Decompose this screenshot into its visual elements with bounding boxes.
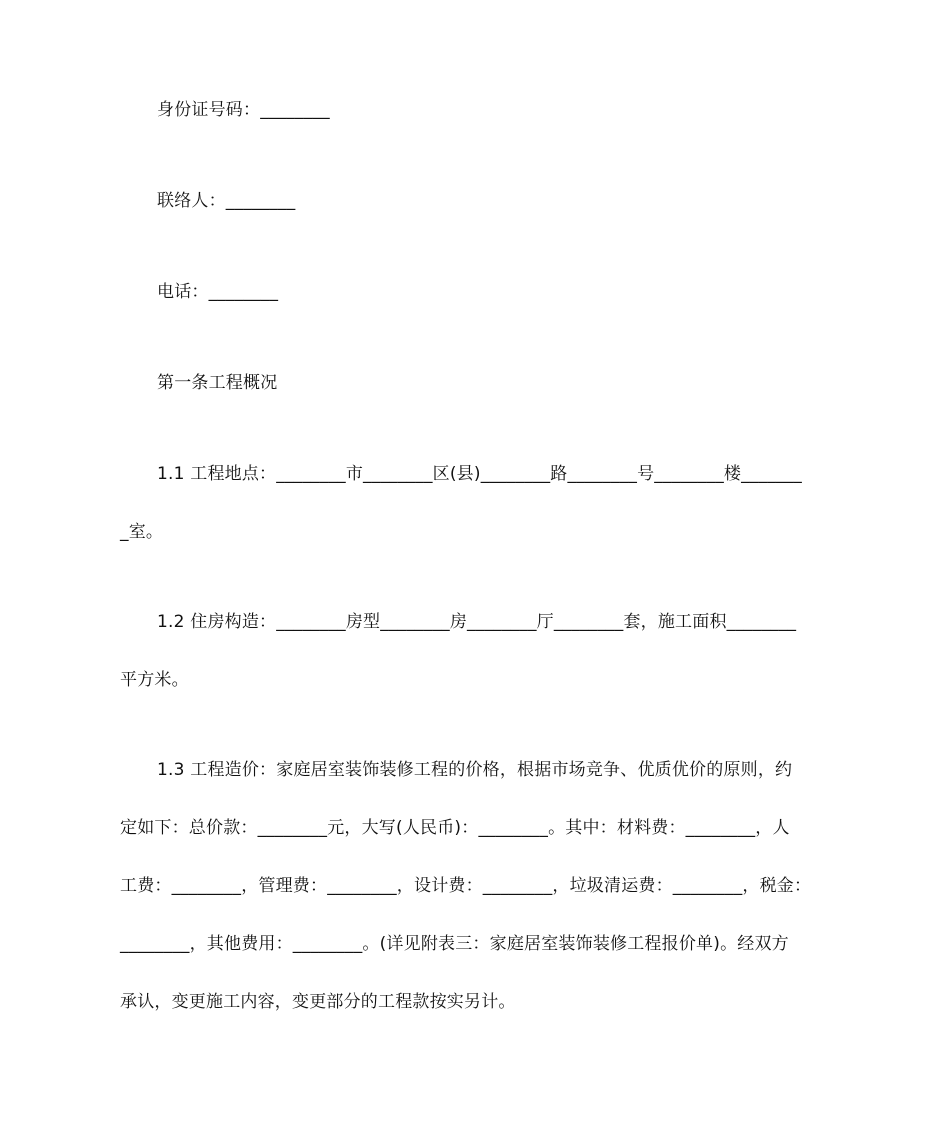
- clause-1-1-line-1: 1.1 工程地点：________市________区(县)________路________号________楼_______: [157, 464, 803, 484]
- clause-1-3-line-5: 承认，变更施工内容，变更部分的工程款按实另计。: [120, 992, 516, 1012]
- id-number-line: 身份证号码：________: [157, 100, 330, 120]
- clause-1-3-line-4: ________，其他费用：________。(详见附表三：家庭居室装饰装修工程报价单)。经双方: [120, 934, 789, 954]
- clause-1-3-line-1: 1.3 工程造价：家庭居室装饰装修工程的价格，根据市场竞争、优质优价的原则，约: [157, 760, 793, 780]
- clause-1-2-line-1: 1.2 住房构造：________房型________房________厅________套，施工面积________: [157, 612, 797, 632]
- clause-1-3-line-2: 定如下：总价款：________元，大写(人民币)：________。其中：材料费：________，人: [120, 818, 790, 838]
- clause-1-3-line-3: 工费：________，管理费：________，设计费：________，垃圾清运费：________，税金：: [120, 876, 812, 896]
- clause-1-1-line-2: _室。: [120, 522, 164, 542]
- contact-person-line: 联络人：________: [157, 191, 296, 211]
- clause-1-2-line-2: 平方米。: [120, 670, 189, 690]
- phone-line: 电话：________: [157, 282, 279, 302]
- section-heading: 第一条工程概况: [157, 373, 278, 393]
